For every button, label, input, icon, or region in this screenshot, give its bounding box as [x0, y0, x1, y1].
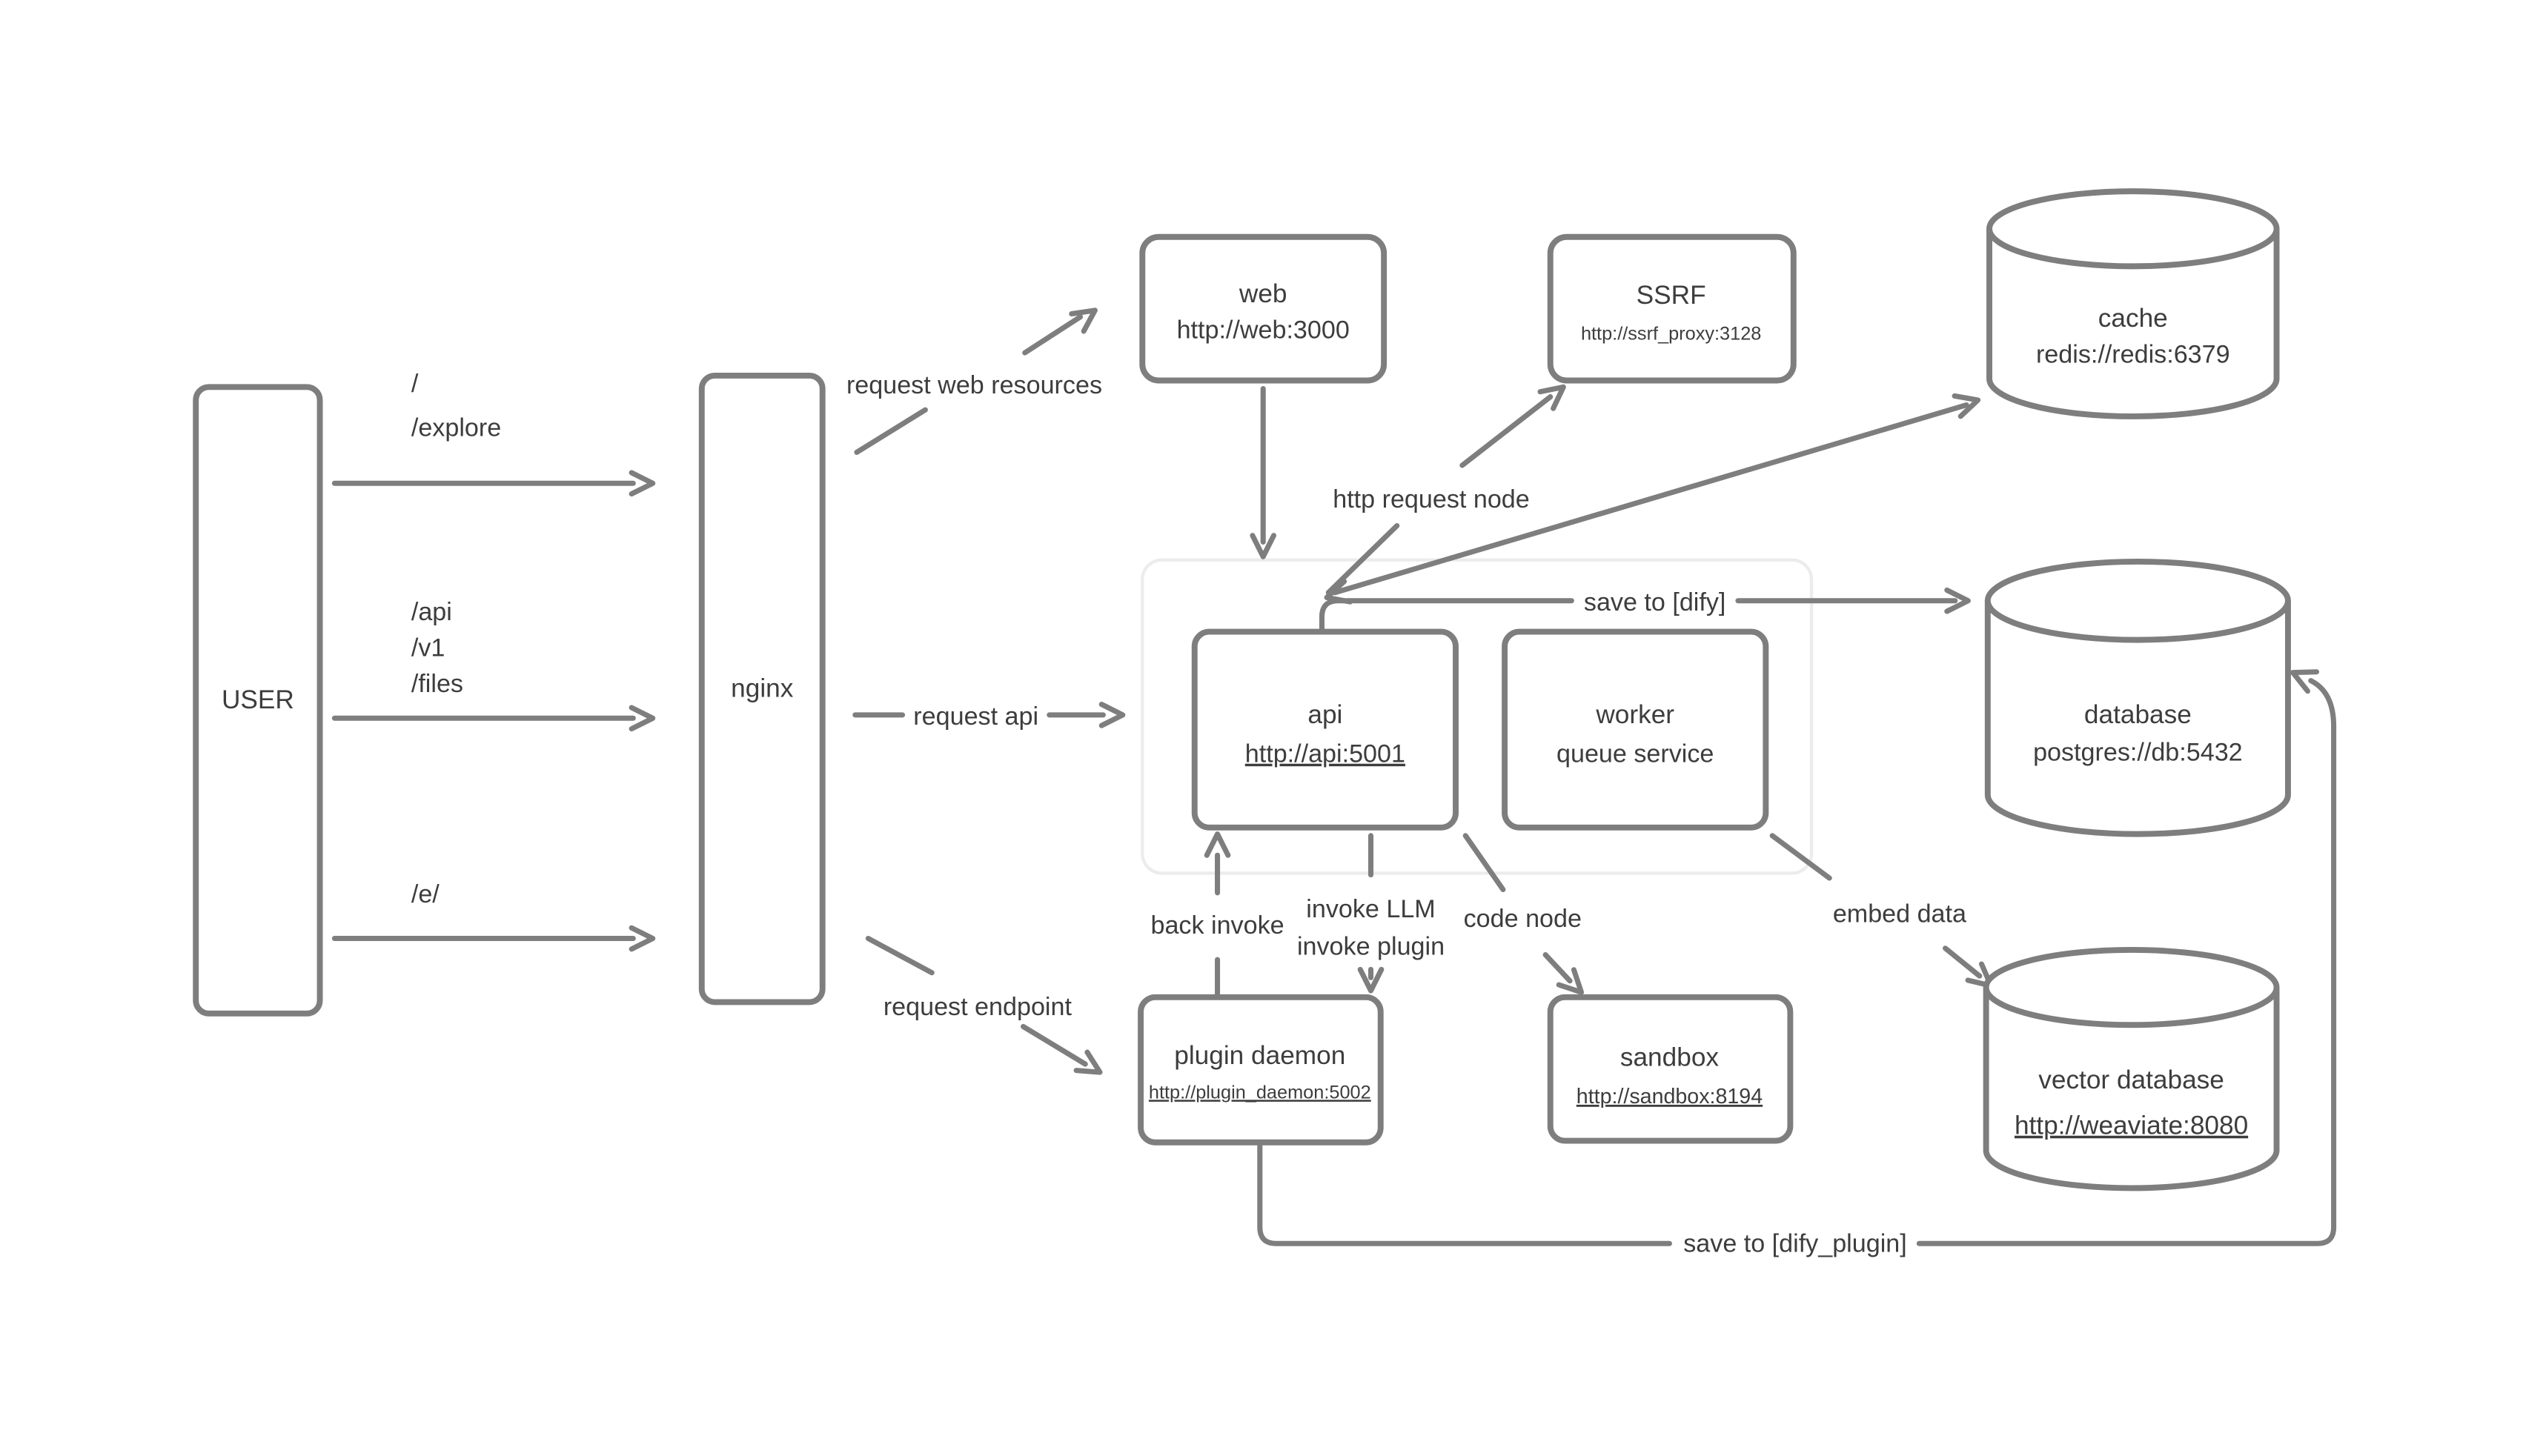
node-database	[1988, 562, 2288, 834]
arrowhead-plugin-database	[2288, 663, 2316, 691]
node-vector-database-title: vector database	[2038, 1066, 2224, 1095]
node-vector-database-url: http://weaviate:8080	[2014, 1111, 2249, 1140]
edge-label-code-node: code node	[1463, 905, 1582, 934]
arrowhead-nginx-plugin	[1076, 1052, 1105, 1081]
node-plugin-daemon-url: http://plugin_daemon:5002	[1148, 1082, 1371, 1103]
edge-api-sandbox-segment1	[1465, 836, 1503, 890]
node-api-box	[1195, 632, 1456, 828]
node-ssrf-url: http://ssrf_proxy:3128	[1580, 323, 1762, 345]
node-user-label: USER	[221, 685, 294, 715]
node-sandbox-url: http://sandbox:8194	[1576, 1084, 1763, 1108]
node-api-url: http://api:5001	[1244, 739, 1405, 768]
edge-label-api-path: /api	[411, 598, 452, 627]
node-user	[196, 387, 319, 1013]
node-plugin-daemon-title: plugin daemon	[1174, 1041, 1346, 1071]
edge-worker-vectordb-segment2	[1946, 948, 1980, 976]
node-nginx-label: nginx	[731, 674, 794, 703]
node-sandbox	[1551, 997, 1791, 1141]
edge-label-embed-data: embed data	[1832, 900, 1966, 928]
node-cache-title: cache	[2098, 303, 2168, 333]
node-worker-box	[1505, 632, 1766, 828]
node-cache	[1989, 191, 2277, 416]
edge-label-save-to-dify-plugin: save to [dify_plugin]	[1683, 1229, 1907, 1258]
node-database-url: postgres://db:5432	[2033, 738, 2243, 767]
arrowhead-nginx-web	[1072, 302, 1101, 331]
node-worker-subtitle: queue service	[1556, 739, 1714, 768]
node-nginx	[702, 376, 823, 1002]
node-cache-url: redis://redis:6379	[2035, 340, 2230, 369]
edge-nginx-plugin-segment2	[1024, 1026, 1086, 1064]
edge-label-request-endpoint: request endpoint	[883, 993, 1072, 1022]
node-api	[1195, 632, 1456, 828]
node-sandbox-title: sandbox	[1619, 1043, 1720, 1072]
nodes	[196, 191, 2288, 1188]
edge-label-explore-path: /explore	[411, 413, 502, 442]
edge-label-http-request-node: http request node	[1333, 485, 1530, 514]
edge-label-invoke-llm: invoke LLM	[1306, 894, 1436, 923]
edge-label-back-invoke: back invoke	[1150, 911, 1284, 940]
database-cylinder-top	[1988, 562, 2288, 640]
arrowhead-plugin-api	[1207, 834, 1228, 856]
node-web-url: http://web:3000	[1176, 316, 1350, 345]
node-api-title: api	[1307, 699, 1343, 729]
vector-database-cylinder-top	[1986, 950, 2277, 1025]
edge-nginx-web-segment2	[1025, 317, 1081, 353]
node-ssrf-title: SSRF	[1636, 281, 1706, 310]
node-vector-database	[1986, 950, 2277, 1188]
edge-label-save-to-dify: save to [dify]	[1583, 588, 1726, 616]
edge-label-e-path: /e/	[411, 880, 440, 909]
node-plugin-daemon	[1141, 997, 1381, 1143]
node-web-box	[1142, 237, 1384, 381]
edge-label-root-path: /	[411, 369, 419, 398]
edge-label-request-api: request api	[913, 702, 1039, 731]
edge-api-sandbox-segment2	[1545, 955, 1570, 981]
edge-plugin-database-segment1	[1260, 1143, 1670, 1244]
edge-nginx-plugin-segment1	[868, 939, 932, 973]
edge-label-request-web-resources: request web resources	[846, 371, 1103, 400]
cache-cylinder-top	[1989, 191, 2277, 266]
edge-label-invoke-plugin: invoke plugin	[1296, 932, 1445, 961]
node-web-title: web	[1239, 279, 1287, 308]
edge-label-v1-path: /v1	[411, 634, 445, 662]
node-ssrf	[1551, 237, 1794, 381]
node-database-title: database	[2083, 699, 2192, 729]
node-worker	[1505, 632, 1766, 828]
edge-nginx-web-segment1	[857, 410, 925, 452]
edge-api-ssrf-segment2	[1462, 397, 1551, 465]
node-worker-title: worker	[1596, 699, 1675, 729]
node-web	[1142, 237, 1384, 381]
edge-label-files-path: /files	[411, 670, 463, 699]
